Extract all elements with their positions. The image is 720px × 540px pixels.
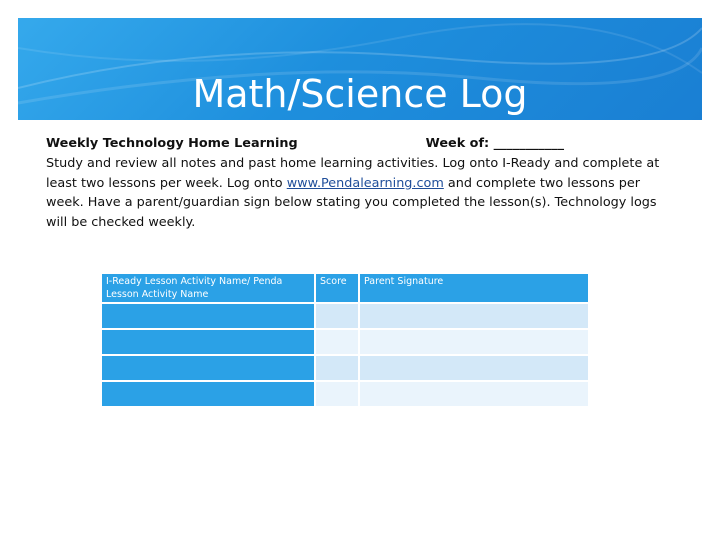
table-row (101, 355, 589, 381)
table-row (101, 381, 589, 407)
log-table (100, 272, 590, 408)
activity-cell[interactable] (101, 355, 315, 381)
instructions-part-2: and complete two lessons per week. Have a parent/guardian sign below stating you completed the lesson(s). Technology logs will be checked weekly. (46, 175, 657, 231)
score-cell[interactable] (315, 303, 359, 329)
signature-cell[interactable] (359, 303, 589, 329)
header-activity-name: I-Ready Lesson Activity Name/ Penda Lesson Activity Name (101, 273, 315, 303)
signature-cell[interactable] (359, 381, 589, 407)
week-of-field: Week of: ___________ (425, 136, 564, 151)
instructions-part-1: Study and review all notes and past home learning activities. Log onto I-Ready and complete at least two lessons per week. Log onto (46, 155, 660, 191)
instructions-block (46, 134, 678, 233)
header-parent-signature: Parent Signature (359, 273, 589, 303)
instructions-text (46, 154, 678, 233)
section-heading: Weekly Technology Home Learning (46, 136, 298, 151)
activity-cell[interactable] (101, 329, 315, 355)
table-row (101, 329, 589, 355)
signature-cell[interactable] (359, 329, 589, 355)
score-cell[interactable] (315, 329, 359, 355)
heading-line (46, 134, 678, 154)
header-score: Score (315, 273, 359, 303)
penda-link[interactable]: www.Pendalearning.com (286, 175, 444, 191)
signature-cell[interactable] (359, 355, 589, 381)
table-header-row (101, 273, 589, 303)
title-banner (18, 18, 702, 120)
page-title: Math/Science Log (192, 72, 528, 116)
table-row (101, 303, 589, 329)
score-cell[interactable] (315, 381, 359, 407)
score-cell[interactable] (315, 355, 359, 381)
activity-cell[interactable] (101, 381, 315, 407)
activity-cell[interactable] (101, 303, 315, 329)
